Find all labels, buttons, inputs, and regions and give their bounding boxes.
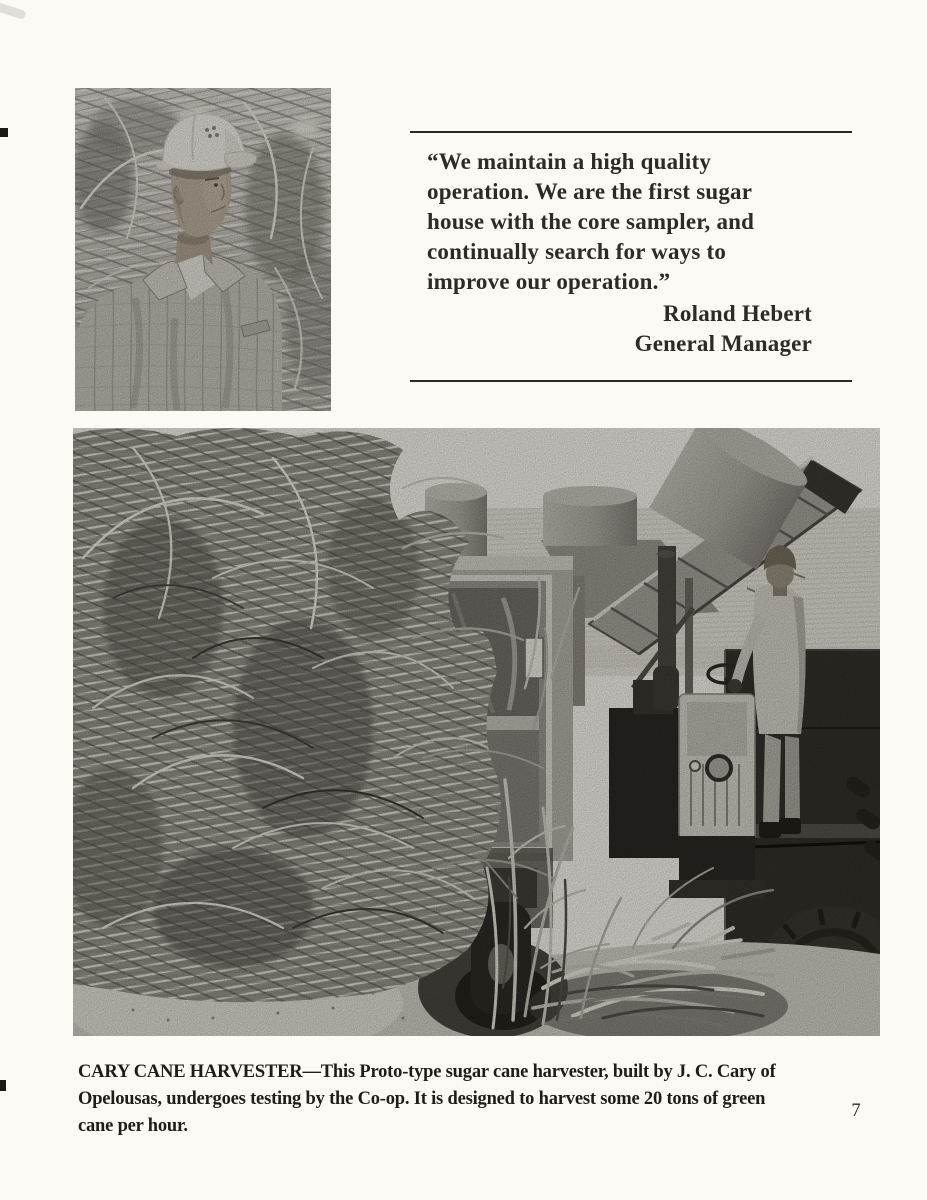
quote-rule-top bbox=[410, 131, 852, 133]
quote-line: operation. We are the first sugar bbox=[427, 179, 753, 204]
quote-line: “We maintain a high quality bbox=[427, 149, 712, 174]
caption-line: CARY CANE HARVESTER—This Proto-type sugar cane harvester, built by J. C. Cary of bbox=[78, 1061, 776, 1082]
quote-line: house with the core sampler, and bbox=[427, 209, 755, 234]
attribution-title: General Manager bbox=[634, 331, 812, 356]
portrait-photo bbox=[75, 88, 331, 411]
attribution-name: Roland Hebert bbox=[663, 301, 812, 326]
harvester-photo-art bbox=[73, 428, 880, 1036]
page-number: 7 bbox=[851, 1101, 861, 1121]
quote-rule-bottom bbox=[410, 380, 852, 382]
quote-line: improve our operation.” bbox=[427, 269, 671, 294]
quote-attribution bbox=[427, 299, 852, 359]
harvester-photo bbox=[73, 428, 880, 1036]
quote-text bbox=[410, 147, 852, 359]
photo-caption bbox=[78, 1059, 880, 1140]
scan-smudge bbox=[0, 1, 27, 20]
left-edge-mark bbox=[0, 128, 8, 137]
left-edge-mark bbox=[0, 1080, 6, 1091]
caption-line: cane per hour. bbox=[78, 1115, 188, 1136]
caption-line: Opelousas, undergoes testing by the Co-op. It is designed to harvest some 20 tons of green bbox=[78, 1088, 766, 1109]
quote-line: continually search for ways to bbox=[427, 239, 727, 264]
portrait-photo-art bbox=[75, 88, 331, 411]
